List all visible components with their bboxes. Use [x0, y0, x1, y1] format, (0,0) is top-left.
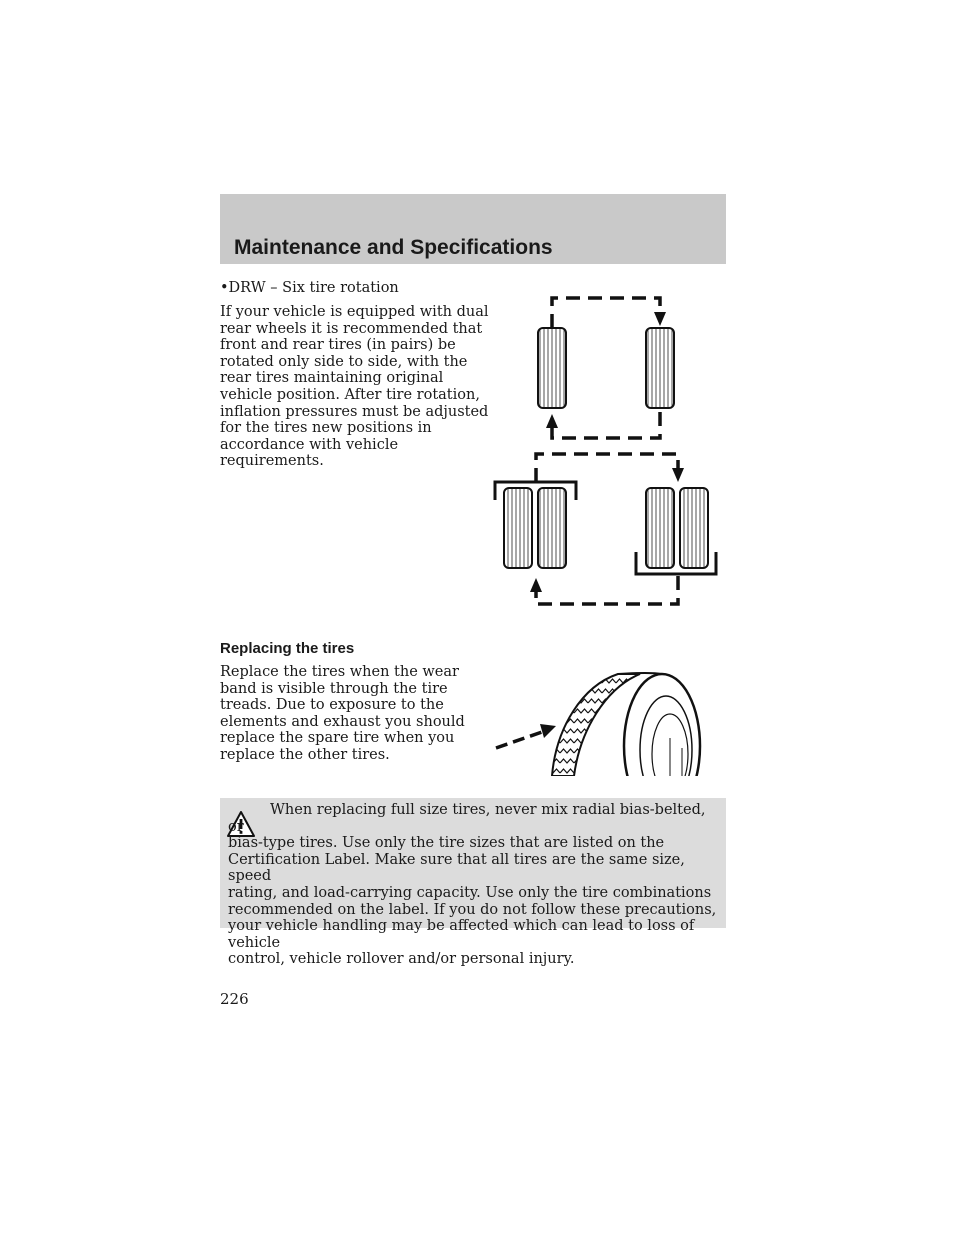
page-number: 226	[220, 990, 249, 1008]
warning-box	[220, 798, 726, 968]
front-right-tire	[646, 328, 674, 408]
tire-wear-band-illustration	[490, 668, 710, 778]
paragraph-replacing: Replace the tires when the wear band is visible through the tire treads. Due to exposure to the elements and exhaust you should replace the spare tire when you replace the other tires.	[220, 664, 465, 763]
rear-left-dual-tires	[495, 482, 576, 568]
section-header	[220, 194, 726, 264]
bullet-drw-rotation: •DRW – Six tire rotation	[220, 280, 399, 296]
tire-rotation-diagram	[490, 290, 730, 620]
section-title: Maintenance and Specifications	[234, 236, 553, 259]
warning-text: When replacing full size tires, never mix radial bias-belted, or bias-type tires. Use only the tire sizes that are listed on the Certification Label. Make sure that all tires are the same size, speed rating, and load-carrying capacity. Use only the tire combinations recommended on the label. If you do not follow these precautions, your vehicle handling may be affected which can lead to loss of vehicle control, vehicle rollover and/or personal injury.	[228, 802, 717, 968]
paragraph-rotation: If your vehicle is equipped with dual rear wheels it is recommended that front and rear tires (in pairs) be rotated only side to side, with the rear tires maintaining original vehicle position. After tire rotation, inflation pressures must be adjusted for the tires new positions in accordance with vehicle requirements.	[220, 304, 489, 470]
rear-right-dual-tires	[636, 488, 716, 574]
heading-replacing-tires: Replacing the tires	[220, 640, 355, 657]
front-left-tire	[538, 328, 566, 408]
